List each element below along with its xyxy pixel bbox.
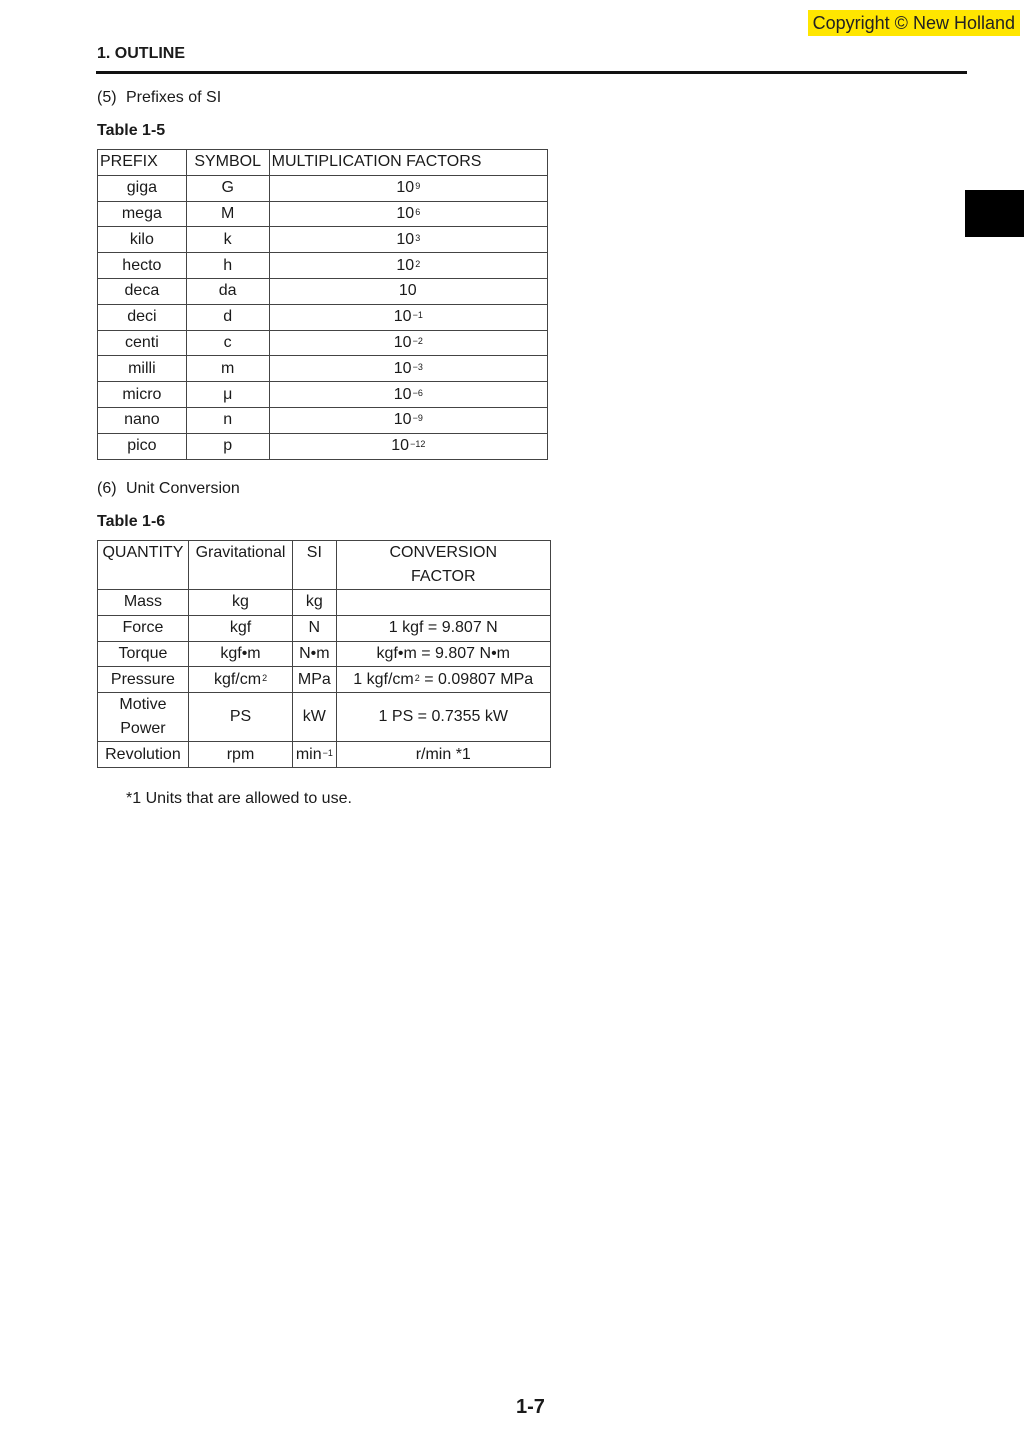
cell-gravitational: kgf: [188, 615, 292, 641]
section-title: 1. OUTLINE: [97, 45, 186, 62]
copyright-notice: Copyright © New Holland: [808, 10, 1020, 36]
factor-exponent: −12: [410, 439, 426, 450]
cell-si: N•m: [293, 641, 336, 667]
table-1-5-label: Table 1-5: [97, 122, 166, 139]
table-row: [98, 175, 548, 201]
factor-base: 10: [393, 308, 412, 326]
cell-si: kW: [293, 693, 336, 742]
cell-multiplication-factor: [269, 407, 547, 433]
chapter-tab-marker: [965, 190, 1024, 237]
cell-symbol: h: [186, 253, 269, 279]
header-quantity: QUANTITY: [98, 541, 189, 590]
cell-conversion-factor: [336, 590, 550, 616]
cell-prefix: kilo: [98, 227, 187, 253]
cell-quantity: Revolution: [98, 742, 189, 768]
factor-base: 10: [393, 385, 412, 403]
factor-exponent: −9: [412, 413, 423, 424]
header-gravitational: Gravitational: [188, 541, 292, 590]
conversion-heading-text: Unit Conversion: [126, 480, 240, 497]
cell-si: kg: [293, 590, 336, 616]
factor-exponent: 6: [415, 206, 421, 217]
si-prefixes-table: [97, 149, 548, 460]
quantity-line-1: Motive: [119, 696, 167, 714]
table-row: [98, 590, 551, 616]
header-conversion-factor: CONVERSION FACTOR: [336, 541, 550, 590]
cell-prefix: nano: [98, 407, 187, 433]
table-row: [98, 615, 551, 641]
table-header-row: [98, 150, 548, 176]
cell-symbol: p: [186, 433, 269, 459]
cell-prefix: mega: [98, 201, 187, 227]
factor-base: 10: [398, 282, 417, 300]
table-1-6-label: Table 1-6: [97, 513, 166, 530]
factor-base: 10: [396, 256, 415, 274]
cell-gravitational: rpm: [188, 742, 292, 768]
header-multiplication-factors: MULTIPLICATION FACTORS: [269, 150, 547, 176]
cell-symbol: n: [186, 407, 269, 433]
cell-gravitational: kgf•m: [188, 641, 292, 667]
factor-exponent: −2: [412, 335, 423, 346]
cell-gravitational: kg: [188, 590, 292, 616]
factor-part-a: 1 kgf/cm: [353, 670, 414, 688]
cell-multiplication-factor: [269, 278, 547, 304]
cell-quantity: Mass: [98, 590, 189, 616]
factor-base: 10: [393, 411, 412, 429]
prefixes-heading-text: Prefixes of SI: [126, 89, 222, 106]
cell-quantity: Pressure: [98, 667, 189, 693]
cell-prefix: deca: [98, 278, 187, 304]
factor-base: 10: [396, 230, 415, 248]
cell-quantity: [98, 693, 189, 742]
cell-conversion-factor: r/min *1: [336, 742, 550, 768]
table-row: [98, 641, 551, 667]
table-row: [98, 667, 551, 693]
factor-base: 10: [396, 204, 415, 222]
unit-exponent: 2: [262, 672, 268, 683]
cell-conversion-factor: [336, 667, 550, 693]
factor-exponent: −6: [412, 387, 423, 398]
si-unit: min: [295, 745, 322, 763]
table-row: [98, 407, 548, 433]
table-row: [98, 304, 548, 330]
cell-multiplication-factor: [269, 382, 547, 408]
cell-gravitational: [188, 667, 292, 693]
cell-symbol: μ: [186, 382, 269, 408]
header-symbol: SYMBOL: [186, 150, 269, 176]
table-row: [98, 433, 548, 459]
factor-part-b: = 0.09807 MPa: [419, 670, 534, 688]
cell-prefix: hecto: [98, 253, 187, 279]
factor-base: 10: [391, 437, 410, 455]
factor-exponent: −3: [412, 361, 423, 372]
factor-exponent: 2: [415, 258, 421, 269]
cell-symbol: c: [186, 330, 269, 356]
conversion-heading: [97, 480, 240, 498]
factor-base: 10: [393, 333, 412, 351]
prefixes-heading-number: (5): [97, 89, 117, 106]
conversion-heading-number: (6): [97, 480, 117, 497]
table-row: [98, 227, 548, 253]
table-row: [98, 201, 548, 227]
cell-prefix: deci: [98, 304, 187, 330]
table-row: [98, 693, 551, 742]
cell-conversion-factor: kgf•m = 9.807 N•m: [336, 641, 550, 667]
cell-multiplication-factor: [269, 356, 547, 382]
cell-quantity: Torque: [98, 641, 189, 667]
cell-multiplication-factor: [269, 304, 547, 330]
table-header-row: [98, 541, 551, 590]
table-row: [98, 253, 548, 279]
cell-symbol: d: [186, 304, 269, 330]
cell-multiplication-factor: [269, 201, 547, 227]
page-number: 1-7: [516, 1396, 545, 1418]
factor-base: 10: [396, 179, 415, 197]
cell-si: [293, 742, 336, 768]
table-row: [98, 382, 548, 408]
cell-prefix: milli: [98, 356, 187, 382]
cell-multiplication-factor: [269, 330, 547, 356]
cell-symbol: k: [186, 227, 269, 253]
table-row: [98, 330, 548, 356]
cell-symbol: da: [186, 278, 269, 304]
table-row: [98, 356, 548, 382]
cell-quantity: Force: [98, 615, 189, 641]
table-row: [98, 742, 551, 768]
header-divider: [96, 71, 967, 74]
cell-multiplication-factor: [269, 433, 547, 459]
cell-symbol: m: [186, 356, 269, 382]
cell-multiplication-factor: [269, 227, 547, 253]
cell-prefix: centi: [98, 330, 187, 356]
cell-multiplication-factor: [269, 175, 547, 201]
header-prefix: PREFIX: [98, 150, 187, 176]
header-si: SI: [293, 541, 336, 590]
cell-si: N: [293, 615, 336, 641]
factor-exponent: 3: [415, 232, 421, 243]
gravitational-unit: kgf/cm: [213, 670, 262, 688]
unit-conversion-table: [97, 540, 551, 768]
factor-exponent: −1: [412, 310, 423, 321]
factor-exponent: 9: [415, 181, 421, 192]
quantity-line-2: Power: [120, 720, 166, 738]
factor-base: 10: [393, 359, 412, 377]
cell-symbol: M: [186, 201, 269, 227]
cell-prefix: micro: [98, 382, 187, 408]
cell-prefix: giga: [98, 175, 187, 201]
si-prefixes-table-body: [98, 150, 548, 460]
unit-exponent: −1: [322, 747, 333, 758]
cell-prefix: pico: [98, 433, 187, 459]
table-row: [98, 278, 548, 304]
cell-conversion-factor: 1 kgf = 9.807 N: [336, 615, 550, 641]
cell-si: MPa: [293, 667, 336, 693]
cell-multiplication-factor: [269, 253, 547, 279]
factor-exponent: 2: [414, 672, 420, 683]
cell-symbol: G: [186, 175, 269, 201]
footnote: *1 Units that are allowed to use.: [126, 790, 352, 807]
cell-gravitational: PS: [188, 693, 292, 742]
cell-conversion-factor: 1 PS = 0.7355 kW: [336, 693, 550, 742]
prefixes-heading: [97, 89, 221, 107]
